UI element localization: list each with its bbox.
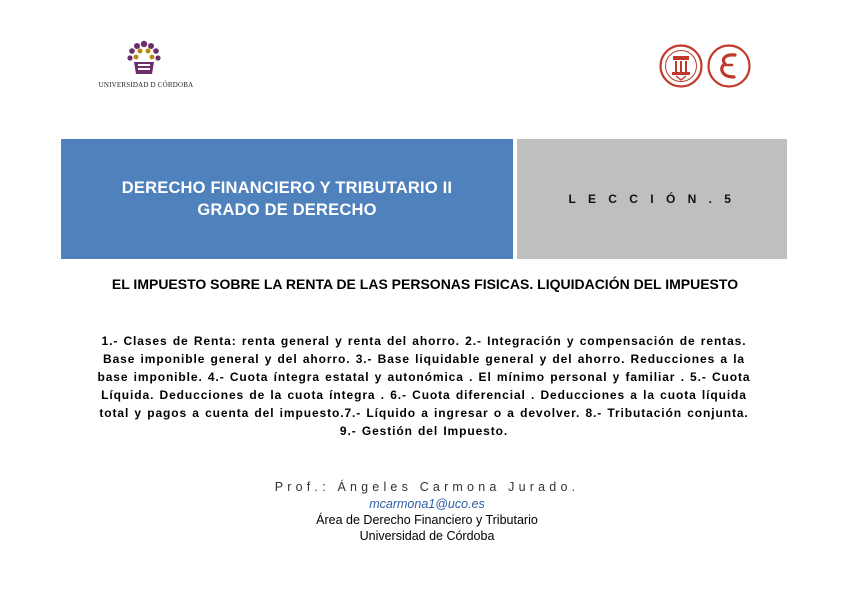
university-logo-text: UNIVERSIDAD D CÓRDOBA — [98, 81, 194, 89]
lesson-label: L E C C I Ó N . 5 — [568, 192, 736, 206]
university-crest-icon — [124, 38, 164, 78]
author-email[interactable]: mcarmona1@uco.es — [369, 497, 485, 511]
university-name: Universidad de Córdoba — [359, 529, 495, 543]
lesson-title: EL IMPUESTO SOBRE LA RENTA DE LAS PERSONAS FISICAS. LIQUIDACIÓN DEL IMPUESTO — [111, 276, 739, 292]
lesson-outline: 1.- Clases de Renta: renta general y renta del ahorro. 2.- Integración y compensación de rentas. Base imponible general y del ahorro. 3.- Base liquidable general y del ahorro. Reducciones a la base imponible. 4.- Cuota íntegra estatal y autonómica . El mínimo personal y familiar . 5.- Cuota Líquida. Deducciones de la cuota íntegra . 6.- Cuota diferencial . Deducciones a la cuota líquida total y pagos a cuenta del impuesto.7.- Líquido a ingresar o a devolver. 8.- Tributación conjunta. 9.- Gestión del Impuesto. — [97, 334, 751, 438]
course-title: DERECHO FINANCIERO Y TRIBUTARIO II — [121, 179, 453, 197]
author-name: Prof.: Ángeles Carmona Jurado. — [274, 480, 580, 494]
department-name: Área de Derecho Financiero y Tributario — [316, 513, 538, 527]
degree-title: GRADO DE DERECHO — [197, 201, 377, 219]
university-logo — [96, 38, 196, 94]
letter-e-seal-icon — [707, 44, 751, 88]
faculty-seal-icon — [659, 44, 703, 88]
course-banner — [61, 139, 513, 259]
lesson-banner — [517, 139, 787, 259]
